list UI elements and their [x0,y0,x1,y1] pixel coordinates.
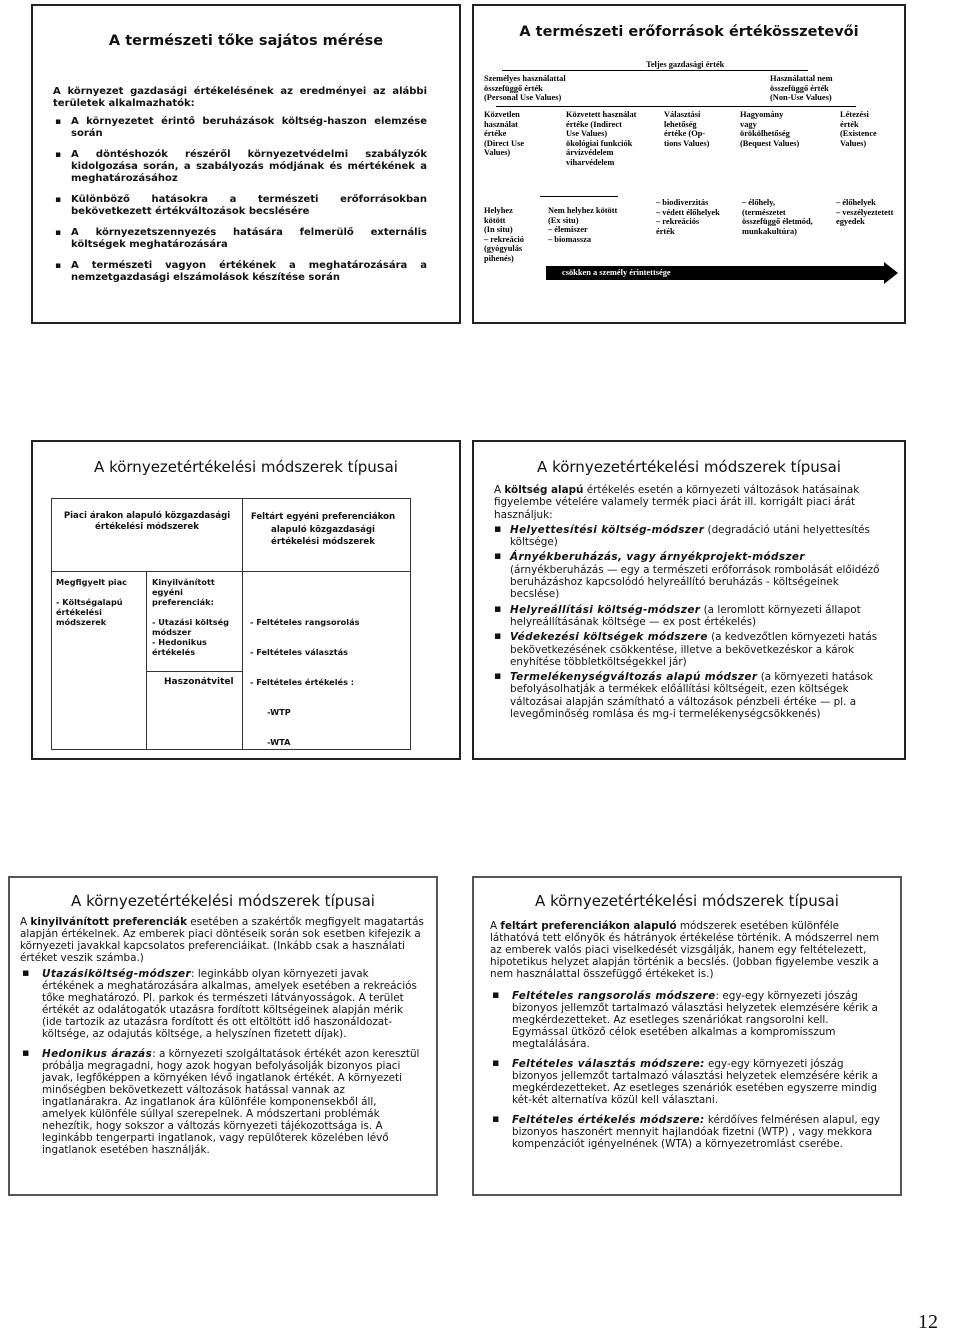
cell-line [56,587,127,597]
cell-line: preferenciák: [152,597,214,607]
slide-6 [472,876,902,1196]
col-line: örökölhetőség [740,129,790,139]
stated-pref-col [250,597,360,760]
slide-1-item: ▪ A környezetszennyezés hatására felmerülő externális költségek meghatározására [53,227,427,251]
slide-3 [31,440,461,760]
cell-line: - Feltételes értékelés : [250,677,355,687]
method-desc: : leginkább olyan környezeti javak értékének a meghatározására alkalmas, amelyek esetében a rekreációs tőke meghatározó. Pl. parkok és természeti látványosságok. A terület értékét az odalátogatók utazásra fordított költségeinek alapján mérik (ide tartozik az utazásra fordított és ott eltöltött idő haszonáldozat-költsége, az odajutás költsége, a helyszínen fizetett díjak). [42,968,417,1040]
col-line: tions Values) [664,138,710,148]
use-head-line: (Personal Use Values) [484,93,562,103]
slide-5-title: A környezetértékelési módszerek típusai [71,892,375,910]
cell-line: - Hedonikus [152,637,207,647]
cell-line: módszer [152,627,192,637]
method-desc: : a környezeti szolgáltatások értékét azon keresztül próbálja megragadni, hogy azok hogyan befolyásolják bizonyos piaci javak, legfőképpen a környéken lévő ingatlanok értékét. A környezeti minőségben bekövetkezett változások hatással vannak az ingatlanárakra. Az ingatlanok ára különféle komponensekből áll, amelyek különféle súllyal szerepelnek. A módszertani problémák nehezítik, hogy sokszor a változás környezeti tájékozottsága is. A leginkább tengerparti ingatlanok, vagy repülőterek közelében lévő ingatlanok esetében használják. [42,1048,420,1156]
col-line: Közvetett használat [566,110,637,119]
slide-3-title: A környezetértékelési módszerek típusai [94,458,398,476]
use-head-line: Személyes használattal [484,74,566,83]
divider [146,671,243,672]
col-line: Választási [664,110,701,119]
existence-value-col [840,110,877,148]
method-name: Helyettesítési költség-módszer [510,523,705,536]
ex-situ-col [548,206,617,244]
sub-line: – élemiszer [548,225,588,235]
slide-1-item: ▪ A környezetet érintő beruházások költség-haszon elemzése során [53,116,427,140]
divider [146,571,147,671]
total-value-label: Teljes gazdasági érték [646,60,725,69]
method-diagram [51,498,411,750]
nonuse-head-line: (Non-Use Values) [770,93,832,103]
divider [146,671,147,750]
cell-line: Kinyilvánított [152,577,215,587]
method-item [490,990,886,1050]
arrow-head-icon [884,262,898,284]
bequest-sub-col [742,198,813,236]
col-line: viharvédelem [566,157,615,167]
method-name: Termelékenységváltozás alapú módszer [510,671,758,684]
col-line: Hagyomány [740,110,784,119]
slide-1-item: ▪ A természeti vagyon értékének a meghatározására a nemzetgazdasági elszámolások készítése során [53,260,427,284]
slide-5 [8,876,438,1196]
observed-market-col [56,577,127,627]
sub-line: Helyhez [484,206,513,215]
col-line: lehetőség [664,119,697,129]
slide-1-title: A természeti tőke sajátos mérése [108,33,384,49]
method-item [494,551,886,600]
intro-text: esetében a szakértők megfigyelt magatartás alapján értékelnek. Az emberek piaci döntéseik során sok esetben kifejezik a környezeti javakkal kapcsolatos preferenciáikat. (Inkább csak a használati értéket veszik számba.) [20,916,424,964]
intro-text: értékelés esetén a környezeti változások hatásainak figyelembe vételére valamely termék piaci árát ill. korrigált piaci árát használjuk: [494,484,860,521]
intro-emphasis: költség alapú [504,484,584,496]
intro-text: A [20,916,31,928]
col-line: Values) [840,138,867,148]
sub-line: összefüggő életmód, [742,217,813,227]
col-line: értéke (Indirect [566,119,622,129]
benefit-transfer-label: Haszonátvitel [164,677,234,687]
slide-6-body [490,920,886,1150]
sub-line: (gyógyulás [484,244,523,254]
sub-line: (természetet [742,207,786,217]
slide-5-intro [20,916,424,964]
slide-1-item: ▪ Különböző hatásokra a természeti erőforrásokban bekövetkezett értékváltozások becslésére [53,194,427,218]
col-line: Values) [484,148,511,158]
col-line: érték [840,119,859,129]
method-desc: kérdőíves felmérésen alapul, egy bizonyos haszonért mennyit hajlandóak fizetni (WTP) , vagy mekkora kompenzációt igényelnének (WTA) a környezetromlást cserébe. [512,1114,881,1150]
slide-6-title: A környezetértékelési módszerek típusai [535,892,839,910]
cell-line: egyéni [152,587,183,597]
cell-line [152,607,229,617]
top-line [502,70,808,71]
col-line: ökológiai funkciók [566,138,633,148]
intro-text: módszerek esetében különféle láthatóvá tett előnyök és hátrányok értékelése történik. A módszerrel nem az emberek valós piaci viselkedését vizsgálják, hanem egy feltételezett, hipotetikus helyzet alapján történik a becslés. (Jobban figyelembe veszik a nem használattal összefüggő értékeket is.) [490,920,880,980]
sub-line: Nem helyhez kötött [548,206,618,215]
divider [242,571,243,671]
method-desc: (a kedvezőtlen környezeti hatás bekövetkezésének csökkentése, illetve a bekövetkezéskor a károk enyhítése többletköltségekkel jár) [510,631,878,668]
nonuse-value-head [770,74,833,103]
col-line: Közvetlen [484,110,520,119]
method-name: Védekezési költségek módszere [510,631,708,644]
slide-2-title: A természeti erőforrások értékösszetevői [519,24,859,40]
method-item [20,1048,424,1156]
method-desc: (a környezeti hatások befolyásolhatják a termékek előállítási költségeit, ezen költségek változásai alapján számítható a változások pénzbeli értéke — pl. a levegőminőség romlása és mg-i termelékenységcsökkenés) [510,671,873,721]
sub-line: – biodiverzitás [656,198,709,207]
method-item [494,604,886,629]
col-line: árvízvédelem [566,148,614,158]
cell-line: - Utazási költség [152,617,230,627]
sub-line: kötött [484,215,506,225]
cell-line: - Költségalapú [56,597,123,607]
slide-6-intro [490,920,886,980]
arrow-label: csökken a személy érintettsége [562,268,671,277]
direct-use-col [484,110,524,158]
indirect-use-col [566,110,636,168]
market-methods-head: Piaci árakon alapuló közgazdasági értékelési módszerek [63,511,231,532]
intro-emphasis: kinyilvánított preferenciák [30,916,187,928]
sub-line: – rekreációs [656,217,700,227]
divider [52,571,410,572]
cell-line: - Feltételes választás [250,647,349,657]
in-situ-col [484,206,524,264]
stated-methods-head: Feltárt egyéni preferenciákon alapuló közgazdasági értékelési módszerek [250,512,396,547]
revealed-pref-col [152,577,229,657]
cell-line: - Feltételes rangsorolás [250,617,360,627]
use-value-head [484,74,566,103]
sub-line: munkakultúra) [742,226,797,236]
slide-4-title: A környezetértékelési módszerek típusai [537,458,841,476]
col-line: Use Values) [566,129,608,139]
method-name: Utazásiköltség-módszer [42,968,192,980]
method-item [494,671,886,720]
value-diagram [484,58,898,290]
slide-4-intro [494,484,886,521]
sub-line: – biomassza [548,234,592,244]
method-name: Feltételes rangsorolás módszere [512,990,716,1002]
sub-line: (Ex situ) [548,215,579,225]
method-name: Helyreállítási költség-módszer [510,603,701,616]
intro-text: A [494,484,505,496]
cell-line: értékelési [56,607,102,617]
sub-line: – élőhelyek [836,198,876,207]
nonuse-head-line: Használattal nem [770,74,833,83]
existence-sub-col [836,198,893,227]
method-name: Árnyékberuházás, vagy árnyékprojekt-módszer [510,551,805,564]
method-desc: (degradáció utáni helyettesítés költsége) [510,523,870,549]
col-line: használat [484,119,518,129]
sub-line: (In situ) [484,225,513,235]
col-line: értéke [484,129,507,139]
method-item [494,524,886,549]
divider [242,671,243,750]
slide-1 [31,4,461,324]
mid-line [496,106,856,107]
method-desc: (árnyékberuházás — egy a természeti erőforrások rombolását előidéző beruházáshoz kapcsolódó helyreállító beruházás - költségeinek becslése) [510,563,880,601]
method-name: Hedonikus árazás [42,1048,153,1060]
option-sub-col [656,198,720,236]
method-name: Feltételes választás módszere: [512,1058,705,1070]
slide-1-intro: A környezet gazdasági értékelésének az eredményei az alábbi területek alkalmazhatók: [53,86,427,109]
cell-line: értékelés [152,647,196,657]
use-head-line: összefüggő érték [484,83,543,93]
cell-line: -WTP [250,707,291,717]
col-line: (Bequest Values) [740,138,800,148]
intro-emphasis: feltárt preferenciákon alapuló [500,920,677,932]
sub-line: érték [656,226,675,236]
col-line: (Direct Use [484,138,525,148]
slide-1-body [53,86,427,293]
method-name: Feltételes értékelés módszere: [512,1114,705,1126]
slide-5-body [20,916,424,1156]
col-line: (Existence [840,129,877,139]
cell-line: Megfigyelt piac [56,577,127,587]
method-item [494,631,886,668]
cell-line: -WTA [250,737,291,747]
method-desc: (a leromlott környezeti állapot helyreállításának költsége — ex post értékelés) [510,603,861,628]
slide-2 [472,4,906,324]
col-line: értéke (Op- [664,129,706,139]
split-line [540,196,618,197]
method-item [490,1114,886,1150]
sub-line: egyedek [836,217,865,227]
cell-line: módszerek [56,617,107,627]
method-item [20,968,424,1040]
sub-line: – veszélyeztetett [836,207,894,217]
intro-text: A [490,920,501,932]
page-number: 12 [918,1311,938,1333]
method-desc: : egy-egy környezeti jószág bizonyos jellemzőt tartalmazó választási helyzetek elemzésére kérik a megkérdezetteket. Az esetleges szenáriókat rangsorolni kell. Egymással ütköző célok esetében alkalmas a kompromisszum megtalálására. [512,990,878,1050]
sub-line: – élőhely, [742,198,776,207]
slide-4-body [494,484,886,720]
sub-line: – rekreáció [484,234,524,244]
method-desc: egy-egy környezeti jószág bizonyos jellemzőt tartalmazó választási helyzetek elemzésére kérik a megkérdezetteket. Az esetleges szenáriók esetében egyszerre mindig két-két alternatíva közül kell választani. [512,1058,878,1106]
slide-1-item: ▪ A döntéshozók részéről környezetvédelmi szabályzók kidolgozása során, a szabályozás módjának és mértékének a meghatározásához [53,149,427,185]
nonuse-head-line: összefüggő érték [770,83,829,93]
slide-4 [472,440,906,760]
bequest-value-col [740,110,799,148]
involvement-arrow [546,266,886,280]
option-value-col [664,110,709,148]
method-item [490,1058,886,1106]
divider [242,499,243,571]
col-line: Létezési [840,110,869,119]
sub-line: pihenés) [484,253,514,263]
col-line: vagy [740,119,757,129]
sub-line: – védett élőhelyek [656,207,720,217]
